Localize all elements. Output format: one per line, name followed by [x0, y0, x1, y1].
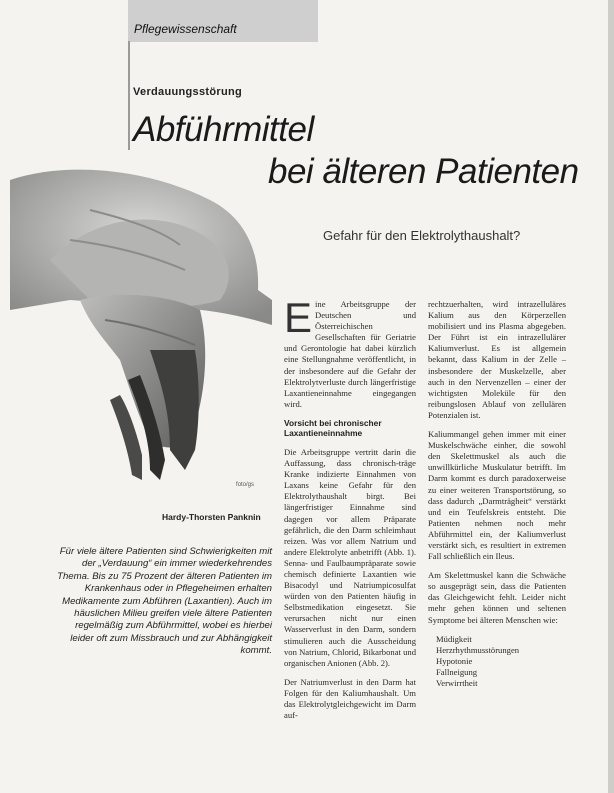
author-name: Hardy-Thorsten Panknin: [162, 512, 261, 522]
paragraph: Die Arbeitsgruppe vertritt darin die Auffassung, dass chronisch-träge Kranke indizierte Einnahmen von Laxans keine Gefahr für den Elektrolythaushalt birgt. Bei längerfristiger Einnahme sind dagegen vor allem Präparate gefährlich, die den Darm schleimhaut reizen. Was vor allem Natrium und andere Elektrolyte anbetrifft (Abb. 1). Senna- und Faulbaumpräparate sowie chemisch definierte Laxantien wie Bisacodyl und Natriumpicosulfat würden von den Patienten häufig in Selbstmedikation eingesetzt. Sie verursachen nicht nur einen Wasserverlust in den Darm, sondern stimulieren auch die Ausscheidung von Natrium, Chlorid, Bikarbonat und organischen Anionen (Abb. 2).: [284, 446, 416, 668]
paragraph: Der Natriumverlust in den Darm hat Folgen für den Kaliumhaushalt. Um das Elektrolytgleichgewicht im Darm auf-: [284, 676, 416, 721]
paragraph: Am Skelettmuskel kann die Schwäche so ausgeprägt sein, dass die Patienten das Gleichgewicht fehlt. Leider nicht mehr gehen können und seltenen Symptome bei älteren Menschen wie:: [428, 570, 566, 625]
list-item: Fallneigung: [436, 667, 478, 678]
list-item: Herzrhythmusstörungen: [436, 644, 520, 655]
section-subheading: Vorsicht bei chronischer Laxantieneinnahme: [284, 417, 382, 439]
text-column-2: [428, 299, 566, 690]
page-edge: [608, 0, 614, 793]
paragraph: rechtzuerhalten, wird intrazelluläres Kalium aus den Körperzellen mobilisiert und ins Plasma abgegeben. Der Führt ist ein intrazellulärer Kaliumverlust. Es ist allgemein bekannt, dass Kalium in der Zelle – insbesondere der Muskelzelle, aber auch in den Nervenzellen – einer der wichtigsten Moleküle für den reibungslosen Ablauf von zellulären Potenzialen ist.: [428, 299, 566, 420]
photo-credit: foto/gs: [236, 482, 255, 488]
list-item: Hypotonie: [436, 656, 473, 667]
list-item: Müdigkeit: [436, 633, 472, 644]
article-subtitle: Gefahr für den Elektrolythaushalt?: [323, 228, 521, 243]
drop-cap: E: [284, 294, 313, 341]
paragraph: [284, 294, 416, 410]
symptom-list: [428, 634, 566, 690]
article-kicker: Verdauungsstörung: [133, 86, 242, 98]
paragraph-text: ine Arbeitsgruppe der Deutschen und Österreichischen Gesellschaften für Geriatrie und Gerontologie hat dabei kürzlich eine Stellungnahme veröffentlicht, in der insbesondere auf die Gefahr der Elektrolytverluste durch längerfristige Laxantieneinnahme eingegangen wird.: [284, 299, 416, 409]
paragraph: Kaliummangel gehen immer mit einer Muskelschwäche einher, die sowohl den Skelettmuskel als auch die unwillkürliche Muskulatur betrifft. Im Darm kommt es durch paradoxerweise zu einer weiteren Transportstörung, so dass dadurch „Darmträgheit“ verstärkt und ein Teufelskreis entsteht. Die Patienten nehmen noch mehr Abführmittel ein, der Kaliumverlust verstärkt sich, es resultiert in extremen Fall schließlich ein Ileus.: [428, 429, 566, 562]
hands-illustration: [10, 150, 272, 490]
article-title-line1: Abführmittel: [133, 110, 314, 149]
list-item: Verwirrtheit: [436, 678, 478, 689]
hands-photo: [10, 150, 272, 490]
section-label: Pflegewissenschaft: [134, 22, 237, 36]
text-column-1: [284, 294, 416, 729]
intro-text: Für viele ältere Patienten sind Schwierigkeiten mit der „Verdauung“ ein immer wiederkehrendes Thema. Bis zu 75 Prozent der älteren Patienten im Krankenhaus oder in Pflegeheimen erhalten Medikamente zum Abführen (Laxantien). Auch im häuslichen Milieu greifen viele ältere Patienten regelmäßig zum Abführmittel, wobei es hierbei leider oft zum Missbrauch und zur Abhängigkeit kommt.: [57, 546, 272, 657]
article-title-line2: bei älteren Patienten: [268, 152, 579, 191]
